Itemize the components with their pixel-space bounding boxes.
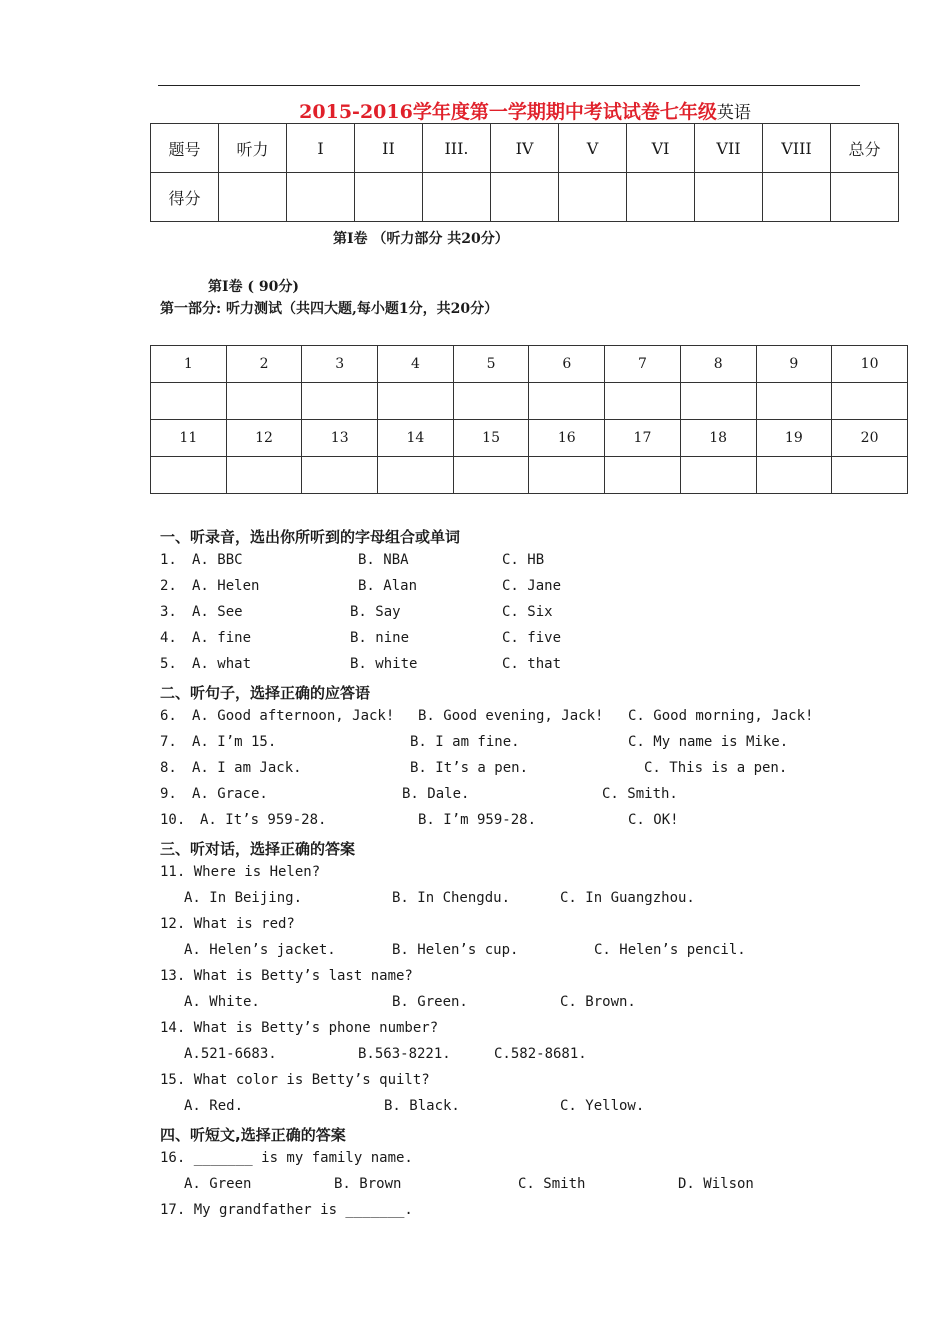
question-number: 2. xyxy=(160,578,177,594)
answer-blank-cell xyxy=(453,383,529,420)
answer-number-cell: 15 xyxy=(453,420,529,457)
option-c: C. This is a pen. xyxy=(644,760,788,776)
option-b: B. Helen’s cup. xyxy=(392,942,519,958)
score-header-cell: 听力 xyxy=(219,124,287,173)
option-c: C. Good morning, Jack! xyxy=(628,708,814,724)
option-a: A. I am Jack. xyxy=(192,760,302,776)
score-header-cell: IV xyxy=(491,124,559,173)
option-b: B. Dale. xyxy=(402,786,470,802)
answer-blank-cell xyxy=(756,457,832,494)
question-number: 3. xyxy=(160,604,177,620)
answer-number-cell: 17 xyxy=(605,420,681,457)
answer-number-cell: 14 xyxy=(378,420,454,457)
answer-blank-cell xyxy=(378,383,454,420)
option-c: C. Helen’s pencil. xyxy=(594,942,746,958)
option-c: C. Six xyxy=(502,604,553,620)
answer-number-cell: 10 xyxy=(832,346,908,383)
option-b: B. Green. xyxy=(392,994,468,1010)
question-stem: 15. What color is Betty’s quilt? xyxy=(160,1072,430,1088)
score-row-label: 得分 xyxy=(151,173,219,222)
question-number: 9. xyxy=(160,786,177,802)
answer-blank-cell xyxy=(605,383,681,420)
score-header-cell: 总分 xyxy=(831,124,899,173)
score-table-score-row xyxy=(151,173,899,222)
option-b: B.563-8221. xyxy=(358,1046,451,1062)
title-subject: 英语 xyxy=(716,103,751,123)
score-header-cell: II xyxy=(355,124,423,173)
option-c: C. that xyxy=(502,656,562,672)
score-cell xyxy=(763,173,831,222)
answer-blank-cell xyxy=(302,457,378,494)
answer-number-cell: 6 xyxy=(529,346,605,383)
answer-blank-cell xyxy=(529,457,605,494)
answer-number-cell: 16 xyxy=(529,420,605,457)
answer-number-row xyxy=(151,420,908,457)
answer-blank-cell xyxy=(453,457,529,494)
answer-blank-cell xyxy=(151,383,227,420)
score-header-cell: III. xyxy=(423,124,491,173)
option-c: C. Brown. xyxy=(560,994,636,1010)
score-cell xyxy=(559,173,627,222)
option-c: C. Smith. xyxy=(602,786,678,802)
question-stem: 16. _______ is my family name. xyxy=(160,1150,413,1166)
option-a: A. White. xyxy=(184,994,260,1010)
header-rule xyxy=(158,85,860,86)
question-stem: 13. What is Betty’s last name? xyxy=(160,968,413,984)
question-stem: 11. Where is Helen? xyxy=(160,864,321,880)
option-a: A. Red. xyxy=(184,1098,244,1114)
answer-blank-cell xyxy=(756,383,832,420)
option-b: B. Good evening, Jack! xyxy=(418,708,604,724)
option-a: A. Helen’s jacket. xyxy=(184,942,336,958)
option-c: C. OK! xyxy=(628,812,679,828)
option-d: D. Wilson xyxy=(678,1176,754,1192)
option-c: C. Smith xyxy=(518,1176,586,1192)
answer-number-cell: 4 xyxy=(378,346,454,383)
score-table-header-row xyxy=(151,124,899,173)
question-stem: 17. My grandfather is _______. xyxy=(160,1202,413,1218)
score-cell xyxy=(627,173,695,222)
score-cell xyxy=(287,173,355,222)
answer-blank-cell xyxy=(680,457,756,494)
answer-number-cell: 13 xyxy=(302,420,378,457)
option-b: B. white xyxy=(350,656,418,672)
option-b: B. NBA xyxy=(358,552,409,568)
answer-number-cell: 12 xyxy=(226,420,302,457)
option-b: B. I am fine. xyxy=(410,734,520,750)
option-a: A. Helen xyxy=(192,578,260,594)
volume-heading: 第I卷 ( 90分) xyxy=(208,279,300,295)
answer-blank-row xyxy=(151,457,908,494)
option-a: A. Grace. xyxy=(192,786,268,802)
option-c: C. Yellow. xyxy=(560,1098,645,1114)
section-1-heading: 一、听录音，选出你所听到的字母组合或单词 xyxy=(160,528,461,546)
option-b: B. I’m 959-28. xyxy=(418,812,537,828)
answer-number-cell: 7 xyxy=(605,346,681,383)
answer-number-row xyxy=(151,346,908,383)
option-b: B. It’s a pen. xyxy=(410,760,529,776)
answer-blank-cell xyxy=(529,383,605,420)
score-cell xyxy=(355,173,423,222)
answer-blank-cell xyxy=(605,457,681,494)
answer-blank-cell xyxy=(378,457,454,494)
option-c: C.582-8681. xyxy=(494,1046,587,1062)
question-stem: 14. What is Betty’s phone number? xyxy=(160,1020,439,1036)
answer-number-cell: 1 xyxy=(151,346,227,383)
question-number: 5. xyxy=(160,656,177,672)
score-header-cell: V xyxy=(559,124,627,173)
answer-number-cell: 19 xyxy=(756,420,832,457)
answer-blank-cell xyxy=(680,383,756,420)
answer-blank-cell xyxy=(226,383,302,420)
option-a: A. In Beijing. xyxy=(184,890,303,906)
answer-number-cell: 20 xyxy=(832,420,908,457)
answer-number-cell: 2 xyxy=(226,346,302,383)
answer-number-cell: 3 xyxy=(302,346,378,383)
score-header-cell: VIII xyxy=(763,124,831,173)
option-a: A. Good afternoon, Jack! xyxy=(192,708,395,724)
answer-blank-row xyxy=(151,383,908,420)
section-2-heading: 二、听句子，选择正确的应答语 xyxy=(160,684,371,702)
score-cell xyxy=(831,173,899,222)
option-a: A. I’m 15. xyxy=(192,734,277,750)
answer-blank-cell xyxy=(832,457,908,494)
score-table xyxy=(150,123,899,222)
score-header-cell: 题号 xyxy=(151,124,219,173)
option-c: C. five xyxy=(502,630,562,646)
option-c: C. In Guangzhou. xyxy=(560,890,695,906)
question-number: 7. xyxy=(160,734,177,750)
question-number: 4. xyxy=(160,630,177,646)
option-a: A. See xyxy=(192,604,243,620)
score-cell xyxy=(695,173,763,222)
answer-blank-cell xyxy=(226,457,302,494)
answer-number-cell: 11 xyxy=(151,420,227,457)
option-a: A. Green xyxy=(184,1176,252,1192)
option-b: B. Brown xyxy=(334,1176,402,1192)
option-a: A. fine xyxy=(192,630,252,646)
option-c: C. My name is Mike. xyxy=(628,734,789,750)
score-cell xyxy=(423,173,491,222)
option-a: A. BBC xyxy=(192,552,243,568)
answer-table xyxy=(150,345,908,494)
answer-blank-cell xyxy=(302,383,378,420)
score-cell xyxy=(219,173,287,222)
score-header-cell: VII xyxy=(695,124,763,173)
score-cell xyxy=(491,173,559,222)
question-stem: 12. What is red? xyxy=(160,916,295,932)
section-3-heading: 三、听对话，选择正确的答案 xyxy=(160,840,356,858)
answer-blank-cell xyxy=(151,457,227,494)
option-c: C. Jane xyxy=(502,578,562,594)
option-a: A. what xyxy=(192,656,252,672)
answer-number-cell: 18 xyxy=(680,420,756,457)
question-number: 1. xyxy=(160,552,177,568)
option-c: C. HB xyxy=(502,552,545,568)
option-b: B. Alan xyxy=(358,578,418,594)
section-4-heading: 四、听短文,选择正确的答案 xyxy=(160,1126,346,1144)
title-main: 2015-2016学年度第一学期期中考试试卷七年级 xyxy=(299,101,717,123)
score-header-cell: VI xyxy=(627,124,695,173)
answer-number-cell: 5 xyxy=(453,346,529,383)
score-header-cell: I xyxy=(287,124,355,173)
answer-blank-cell xyxy=(832,383,908,420)
question-number: 8. xyxy=(160,760,177,776)
option-b: B. In Chengdu. xyxy=(392,890,511,906)
option-a: A.521-6683. xyxy=(184,1046,277,1062)
page-title xyxy=(150,97,900,124)
answer-number-cell: 8 xyxy=(680,346,756,383)
listening-part-heading: 第I卷 （听力部分 共20分） xyxy=(333,231,509,247)
option-b: B. Black. xyxy=(384,1098,460,1114)
option-b: B. nine xyxy=(350,630,410,646)
question-number: 10. xyxy=(160,812,186,828)
option-a: A. It’s 959-28. xyxy=(200,812,327,828)
question-number: 6. xyxy=(160,708,177,724)
part-one-heading: 第一部分: 听力测试（共四大题,每小题1分，共20分） xyxy=(160,301,499,317)
answer-number-cell: 9 xyxy=(756,346,832,383)
option-b: B. Say xyxy=(350,604,401,620)
